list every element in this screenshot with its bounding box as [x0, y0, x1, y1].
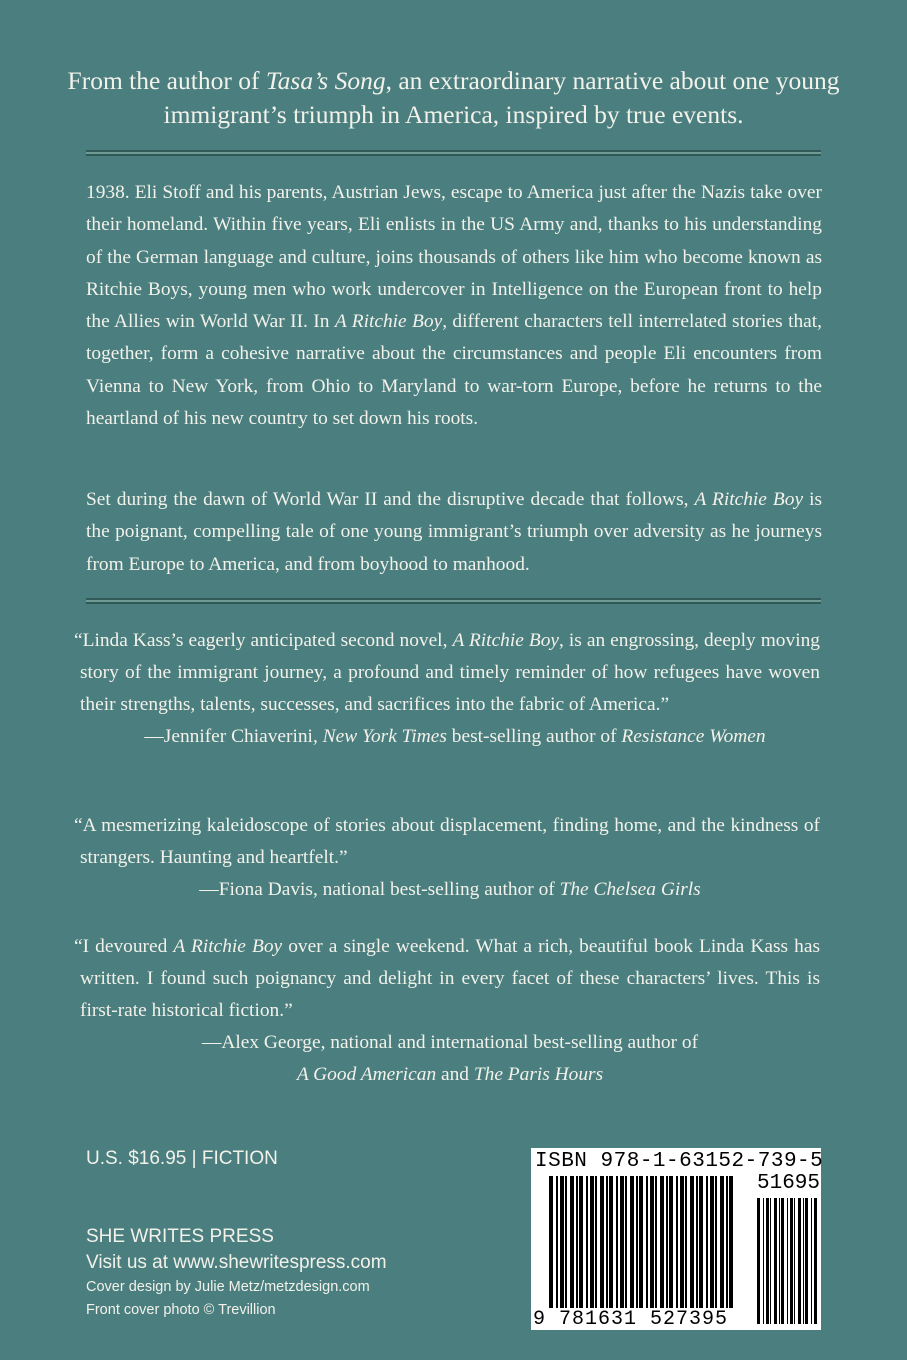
- attribution-3-book-2: The Paris Hours: [473, 1064, 604, 1085]
- barcode-bar: [576, 1176, 578, 1308]
- review-quote-2-text: “A mesmerizing kaleidoscope of stories about displacement, finding home, and the kindness of strangers. Haunting and heartfelt.”: [74, 815, 820, 868]
- main-barcode-bars: [549, 1176, 733, 1308]
- barcode-bar: [690, 1176, 694, 1308]
- barcode-bar: [805, 1198, 808, 1324]
- review-quote-1: [74, 625, 820, 753]
- quote-1-pre: “Linda Kass’s eagerly anticipated second novel,: [74, 630, 453, 651]
- barcode-bar: [586, 1176, 588, 1308]
- synopsis-1-post: , different characters tell interrelated stories that, together, form a cohesive narrative about the circumstances and people Eli encounters from Vienna to New York, from Ohio to Maryland to war-torn Europe, before he returns to the heartland of his new country to set down his roots.: [86, 311, 822, 430]
- barcode-bar: [636, 1176, 638, 1308]
- barcode-bar: [666, 1176, 668, 1308]
- synopsis-2-pre: Set during the dawn of World War II and the disruptive decade that follows,: [86, 489, 695, 510]
- publisher-block: [86, 1224, 387, 1276]
- tagline: [60, 64, 847, 132]
- barcode-bar: [803, 1198, 804, 1324]
- barcode-bar: [560, 1176, 564, 1308]
- attribution-2-book: The Chelsea Girls: [559, 879, 701, 900]
- barcode-bar: [590, 1176, 594, 1308]
- synopsis-2-title: A Ritchie Boy: [694, 489, 804, 510]
- addon-barcode-bars: [757, 1198, 817, 1324]
- barcode-bar: [766, 1198, 769, 1324]
- barcode-bar: [655, 1176, 657, 1308]
- barcode-bar: [710, 1176, 714, 1308]
- quote-3-title: A Ritchie Boy: [173, 936, 283, 957]
- barcode-bar: [790, 1198, 793, 1324]
- barcode-bar: [770, 1198, 771, 1324]
- synopsis-1-title: A Ritchie Boy: [334, 311, 443, 333]
- review-quote-3: [74, 931, 820, 1091]
- barcode-bar: [811, 1198, 812, 1324]
- barcode-bar: [660, 1176, 664, 1308]
- review-quote-3-text: [74, 931, 820, 1027]
- barcode-bar: [650, 1176, 654, 1308]
- barcode-bar: [680, 1176, 684, 1308]
- credits-block: [86, 1276, 370, 1322]
- attribution-1-book: Resistance Women: [621, 726, 766, 747]
- isbn-label: ISBN 978-1-63152-739-5: [535, 1150, 824, 1173]
- price-code-digits: 51695: [757, 1172, 821, 1195]
- barcode-bar: [620, 1176, 624, 1308]
- synopsis-1-pre: 1938. Eli Stoff and his parents, Austrian Jews, escape to America just after the Nazis take over their homeland. Within five years, Eli enlists in the US Army and, thanks to his understanding of the German language and culture, joins thousands of others like him who become known as Ritchie Boys, young men who work undercover in Intelligence on the European front to help the Allies win World War II. In: [86, 182, 822, 333]
- barcode-bar: [609, 1176, 613, 1308]
- review-quote-3-attribution-line-1: —Alex George, national and international best-selling author of: [201, 1032, 699, 1053]
- barcode-bar: [726, 1176, 728, 1308]
- barcode-bar: [676, 1176, 678, 1308]
- review-quote-2-attribution: [80, 874, 820, 906]
- barcode-bar: [794, 1198, 795, 1324]
- barcode-bar: [685, 1176, 687, 1308]
- synopsis-paragraph-1: [86, 177, 822, 435]
- barcode-bar: [774, 1198, 777, 1324]
- barcode-bar: [798, 1198, 801, 1324]
- cover-photo-credit: Front cover photo © Trevillion: [86, 1302, 276, 1318]
- attribution-1-mid: best-selling author of: [446, 726, 622, 747]
- barcode-bar: [570, 1176, 574, 1308]
- barcode-bar: [696, 1176, 698, 1308]
- barcode-bar: [646, 1176, 648, 1308]
- barcode-bar: [699, 1176, 703, 1308]
- synopsis-paragraph-2: [86, 484, 822, 581]
- barcode-bar: [729, 1176, 733, 1308]
- barcode-bar: [763, 1198, 764, 1324]
- attribution-3-and: and: [436, 1064, 474, 1085]
- barcode-bar: [630, 1176, 634, 1308]
- cover-design-credit: Cover design by Julie Metz/metzdesign.com: [86, 1279, 370, 1295]
- quote-1-post: , is an engrossing, deeply moving story of the immigrant journey, a profound and timely reminder of how refugees have woven their strengths, talents, successes, and sacrifices into the fabric of America.”: [80, 630, 820, 715]
- barcode-bar: [616, 1176, 618, 1308]
- barcode-bar: [625, 1176, 627, 1308]
- attribution-1-publication: New York Times: [322, 726, 447, 747]
- barcode-bar: [706, 1176, 708, 1308]
- publisher-website: Visit us at www.shewritespress.com: [86, 1252, 387, 1273]
- barcode-bar: [595, 1176, 597, 1308]
- review-quote-1-attribution: [80, 721, 820, 753]
- divider-bottom: [86, 598, 821, 604]
- barcode-bar: [639, 1176, 643, 1308]
- barcode-bar: [579, 1176, 583, 1308]
- barcode-bar: [814, 1198, 817, 1324]
- barcode-bar: [600, 1176, 604, 1308]
- barcode-bar: [720, 1176, 724, 1308]
- barcode-bar: [549, 1176, 553, 1308]
- quote-1-title: A Ritchie Boy: [452, 630, 560, 651]
- barcode-bar: [556, 1176, 558, 1308]
- barcode-bar: [779, 1198, 780, 1324]
- quote-3-post: over a single weekend. What a rich, beautiful book Linda Kass has written. I found such poignancy and delight in every facet of these characters’ lives. This is first-rate historical fiction.”: [80, 936, 820, 1021]
- barcode-bar: [606, 1176, 608, 1308]
- tagline-book-title: Tasa’s Song: [265, 66, 386, 95]
- barcode-bar: [787, 1198, 788, 1324]
- tagline-pre: From the author of: [67, 66, 266, 95]
- synopsis-2-post: is the poignant, compelling tale of one young immigrant’s triumph over adversity as he journeys from Europe to America, and from boyhood to manhood.: [86, 489, 823, 575]
- barcode-bar: [565, 1176, 567, 1308]
- barcode-bar: [669, 1176, 673, 1308]
- barcode-bar: [781, 1198, 784, 1324]
- barcode-bar: [757, 1198, 760, 1324]
- attribution-1-pre: —Jennifer Chiaverini,: [144, 726, 323, 747]
- review-quote-1-text: [74, 625, 820, 721]
- price-category: U.S. $16.95 | FICTION: [86, 1148, 278, 1169]
- review-quote-2: [74, 810, 820, 906]
- tagline-post: , an extraordinary narrative about one young immigrant’s triumph in America, inspired by true events.: [163, 66, 840, 129]
- publisher-name: SHE WRITES PRESS: [86, 1226, 274, 1247]
- attribution-3-book-1: A Good American: [296, 1064, 437, 1085]
- barcode-digits: 9 781631 527395: [533, 1308, 729, 1331]
- isbn-barcode: [531, 1148, 824, 1331]
- quote-3-pre: “I devoured: [74, 936, 174, 957]
- review-quote-3-attribution-line-2: [80, 1059, 820, 1091]
- barcode-bar: [715, 1176, 717, 1308]
- divider-top: [86, 150, 821, 156]
- attribution-2-pre: —Fiona Davis, national best-selling author of: [199, 879, 560, 900]
